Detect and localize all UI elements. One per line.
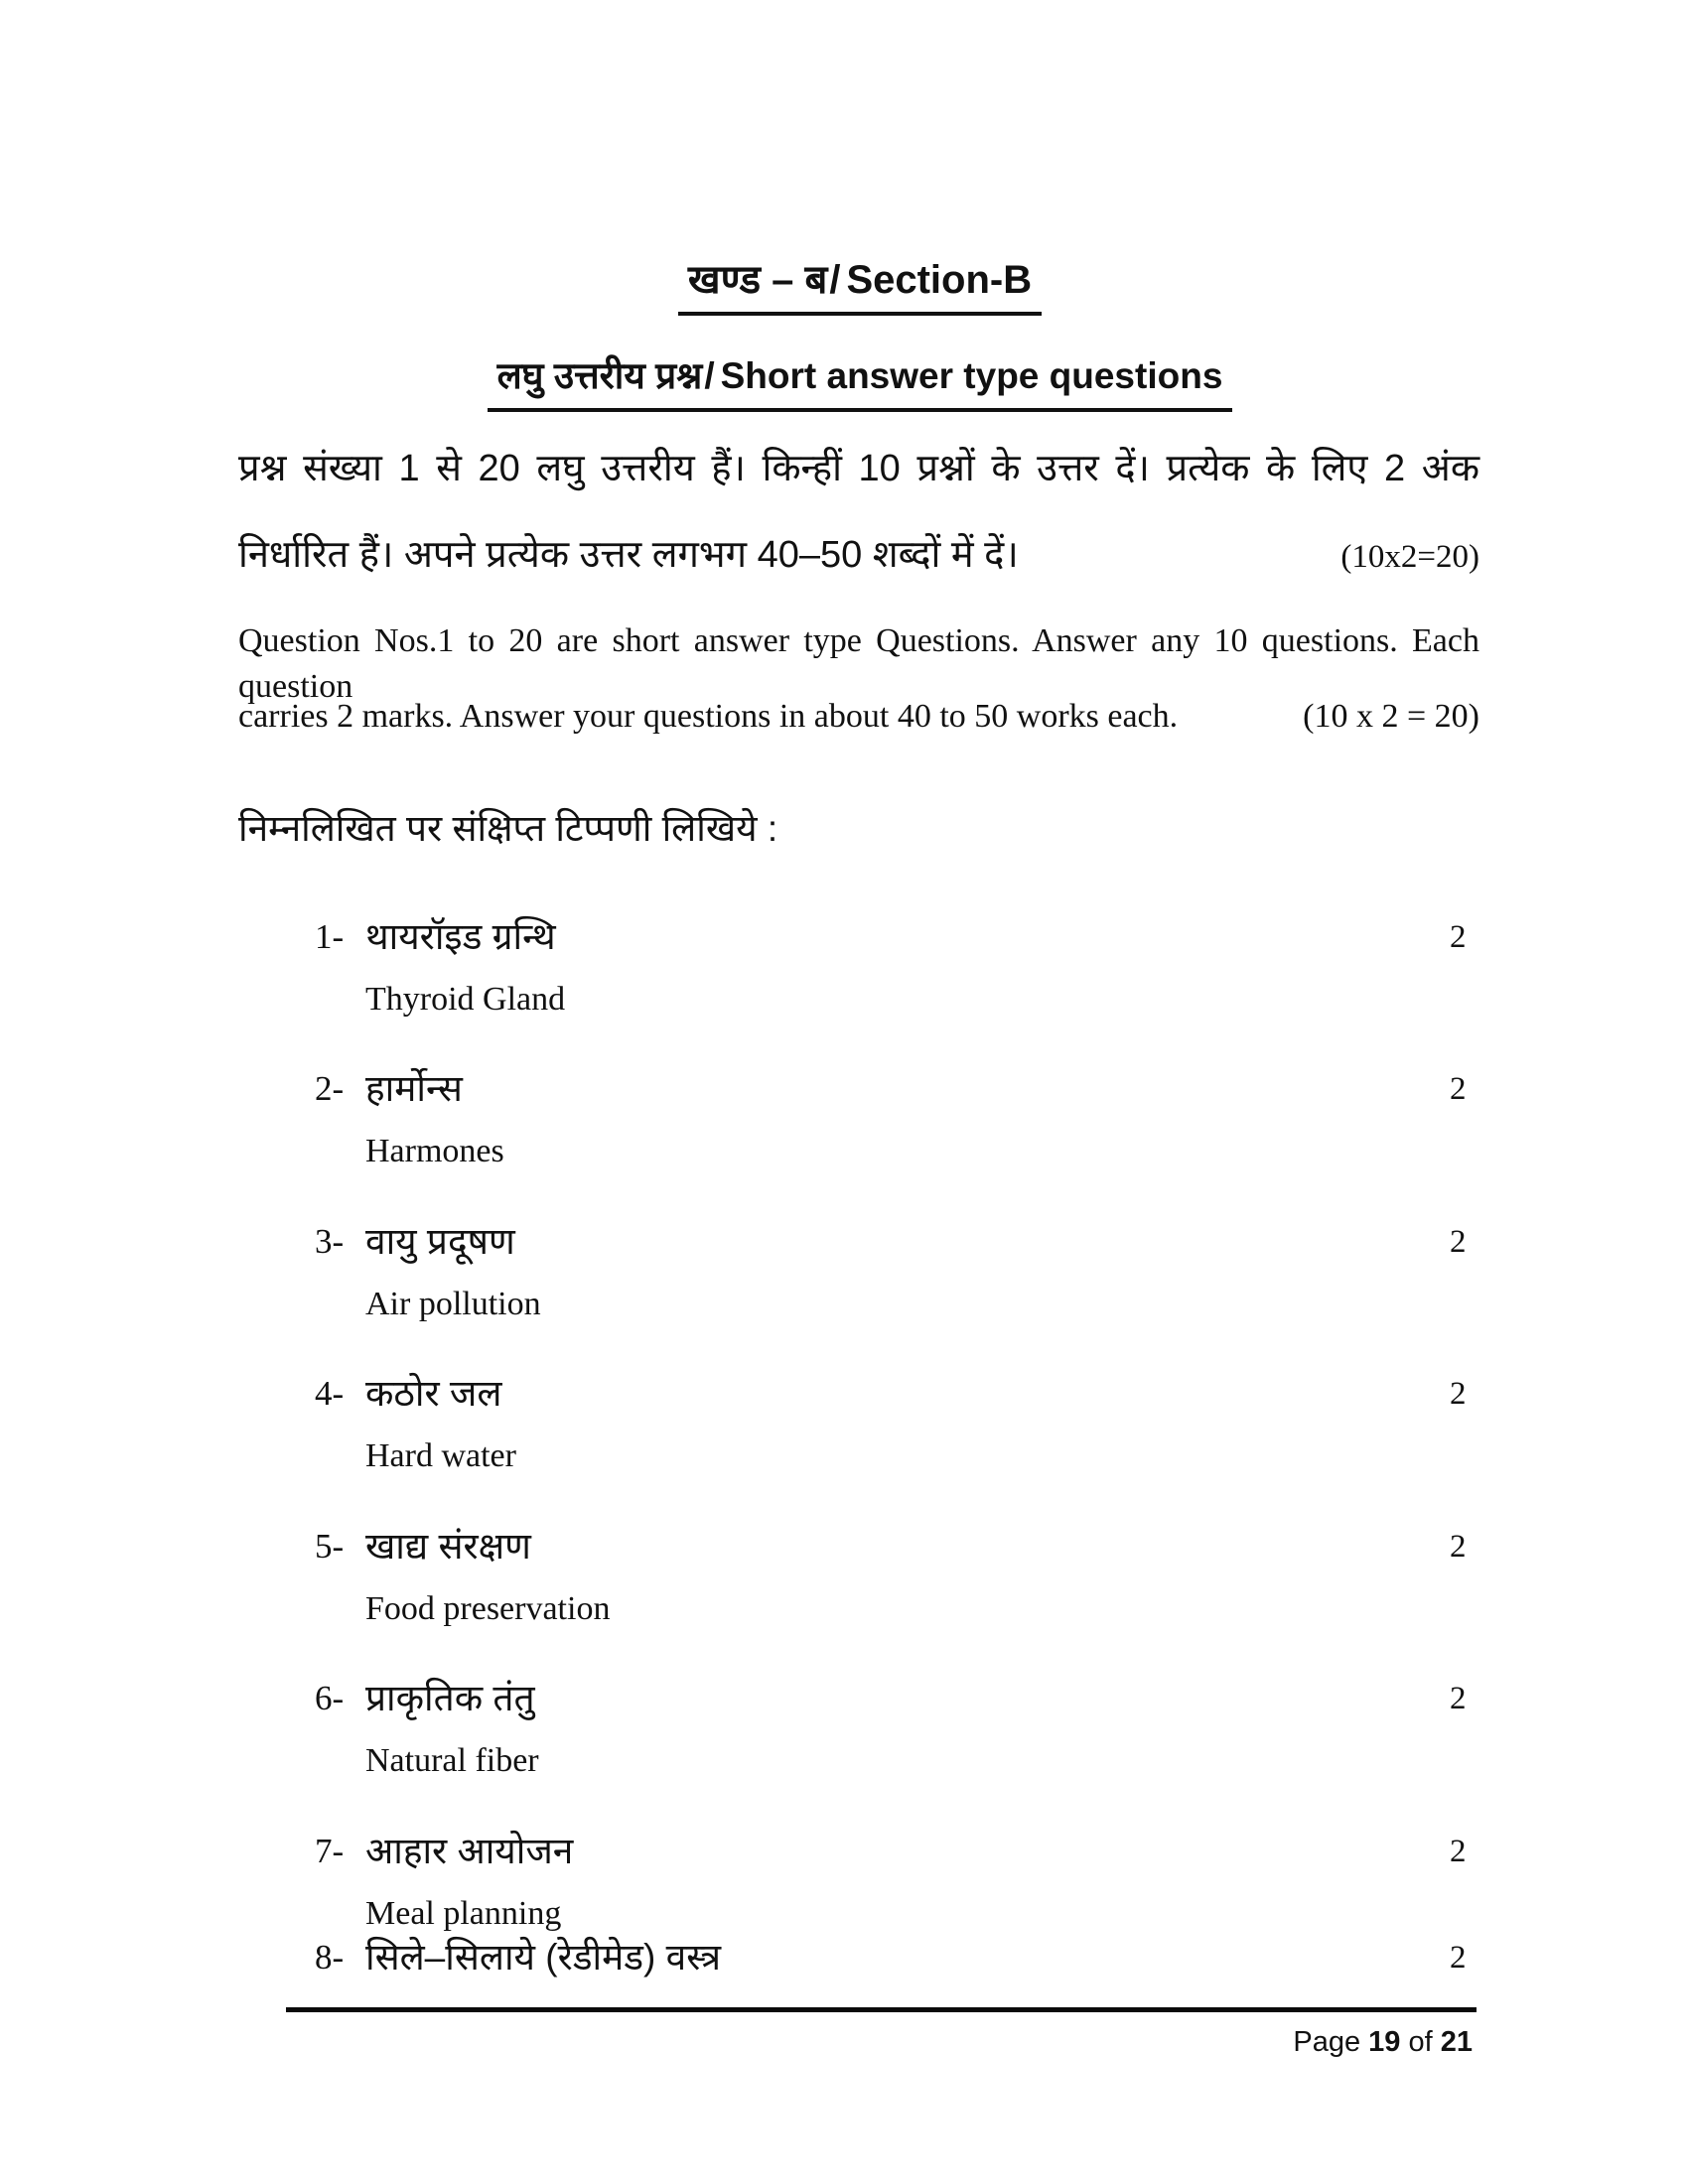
section-subtitle-underlined [488,352,1233,412]
question-row-6 [0,1671,1688,1726]
question-number: 4- [315,1374,345,1413]
hindi-instruction-line2: निर्धारित हैं। अपने प्रत्येक उत्तर लगभग 40–50 शब्दों में दें। [238,534,1019,576]
english-instruction-line2: carries 2 marks. Answer your questions in about 40 to 50 works each. [238,698,1179,735]
list-intro: निम्नलिखित पर संक्षिप्त टिप्पणी लिखिये : [238,808,778,849]
question-hindi-term: सिले–सिलाये (रेडीमेड) वस्त्र [365,1937,722,1978]
section-subtitle-hindi: लघु उत्तरीय प्रश्न [496,355,703,396]
section-title-english: Section-B [846,258,1033,302]
section-subtitle [16,352,1688,412]
question-marks: 2 [1450,919,1467,955]
english-instruction-line2-row [238,694,1479,740]
page-number: 19 [1368,2026,1401,2058]
question-row-5 [0,1519,1688,1574]
question-marks: 2 [1450,1529,1467,1565]
question-english-term: Thyroid Gland [365,981,566,1018]
question-marks: 2 [1450,1834,1467,1869]
question-number: 8- [315,1938,345,1977]
hindi-instruction-line2-row [238,526,1479,586]
question-number: 1- [315,917,345,956]
question-hindi-term: कठोर जल [365,1373,502,1414]
question-row-7 [0,1824,1688,1879]
question-row-3 [0,1214,1688,1270]
page-label-middle: of [1400,2026,1441,2058]
hindi-instruction-marks: (10x2=20) [1340,539,1479,575]
question-hindi-term: हार्मोन्स [365,1068,463,1109]
question-english-term: Air pollution [365,1286,541,1322]
question-marks: 2 [1450,1071,1467,1107]
english-instruction-marks: (10 x 2 = 20) [1303,698,1479,735]
question-row-1 [0,909,1688,965]
question-number: 7- [315,1832,345,1870]
question-marks: 2 [1450,1681,1467,1716]
footer-divider [286,2007,1477,2012]
question-hindi-term: आहार आयोजन [365,1831,574,1871]
question-marks: 2 [1450,1224,1467,1260]
question-english-term: Hard water [365,1437,516,1474]
question-number: 3- [315,1222,345,1261]
question-hindi-term: खाद्य संरक्षण [365,1526,531,1567]
page-label-prefix: Page [1293,2026,1369,2058]
question-english-term: Natural fiber [365,1742,539,1779]
question-hindi-term: वायु प्रदूषण [365,1221,515,1262]
question-english-term: Food preservation [365,1590,611,1627]
page-number-label [286,2025,1473,2059]
question-number: 5- [315,1527,345,1566]
question-row-2 [0,1061,1688,1117]
question-number: 6- [315,1679,345,1717]
section-title [16,256,1688,316]
section-title-separator: / [829,258,841,302]
question-number: 2- [315,1069,345,1108]
question-row-8 [0,1930,1688,1985]
section-subtitle-english: Short answer type questions [720,355,1223,396]
section-subtitle-separator: / [704,355,715,396]
section-title-hindi: खण्ड – ब [687,258,828,302]
question-row-4 [0,1366,1688,1422]
hindi-instruction-line1: प्रश्न संख्या 1 से 20 लघु उत्तरीय हैं। किन्हीं 10 प्रश्नों के उत्तर दें। प्रत्येक के लिए 2 अंक [238,448,1479,489]
question-marks: 2 [1450,1376,1467,1412]
question-marks: 2 [1450,1940,1467,1976]
page-total: 21 [1440,2026,1473,2058]
section-title-underlined [678,256,1042,316]
question-english-term: Harmones [365,1133,504,1169]
question-hindi-term: थायरॉइड ग्रन्थि [365,916,556,957]
question-hindi-term: प्राकृतिक तंतु [365,1678,535,1718]
question-english-term: Meal planning [365,1895,562,1932]
english-instruction-line1: Question Nos.1 to 20 are short answer type Questions. Answer any 10 questions. Each question [238,622,1479,705]
